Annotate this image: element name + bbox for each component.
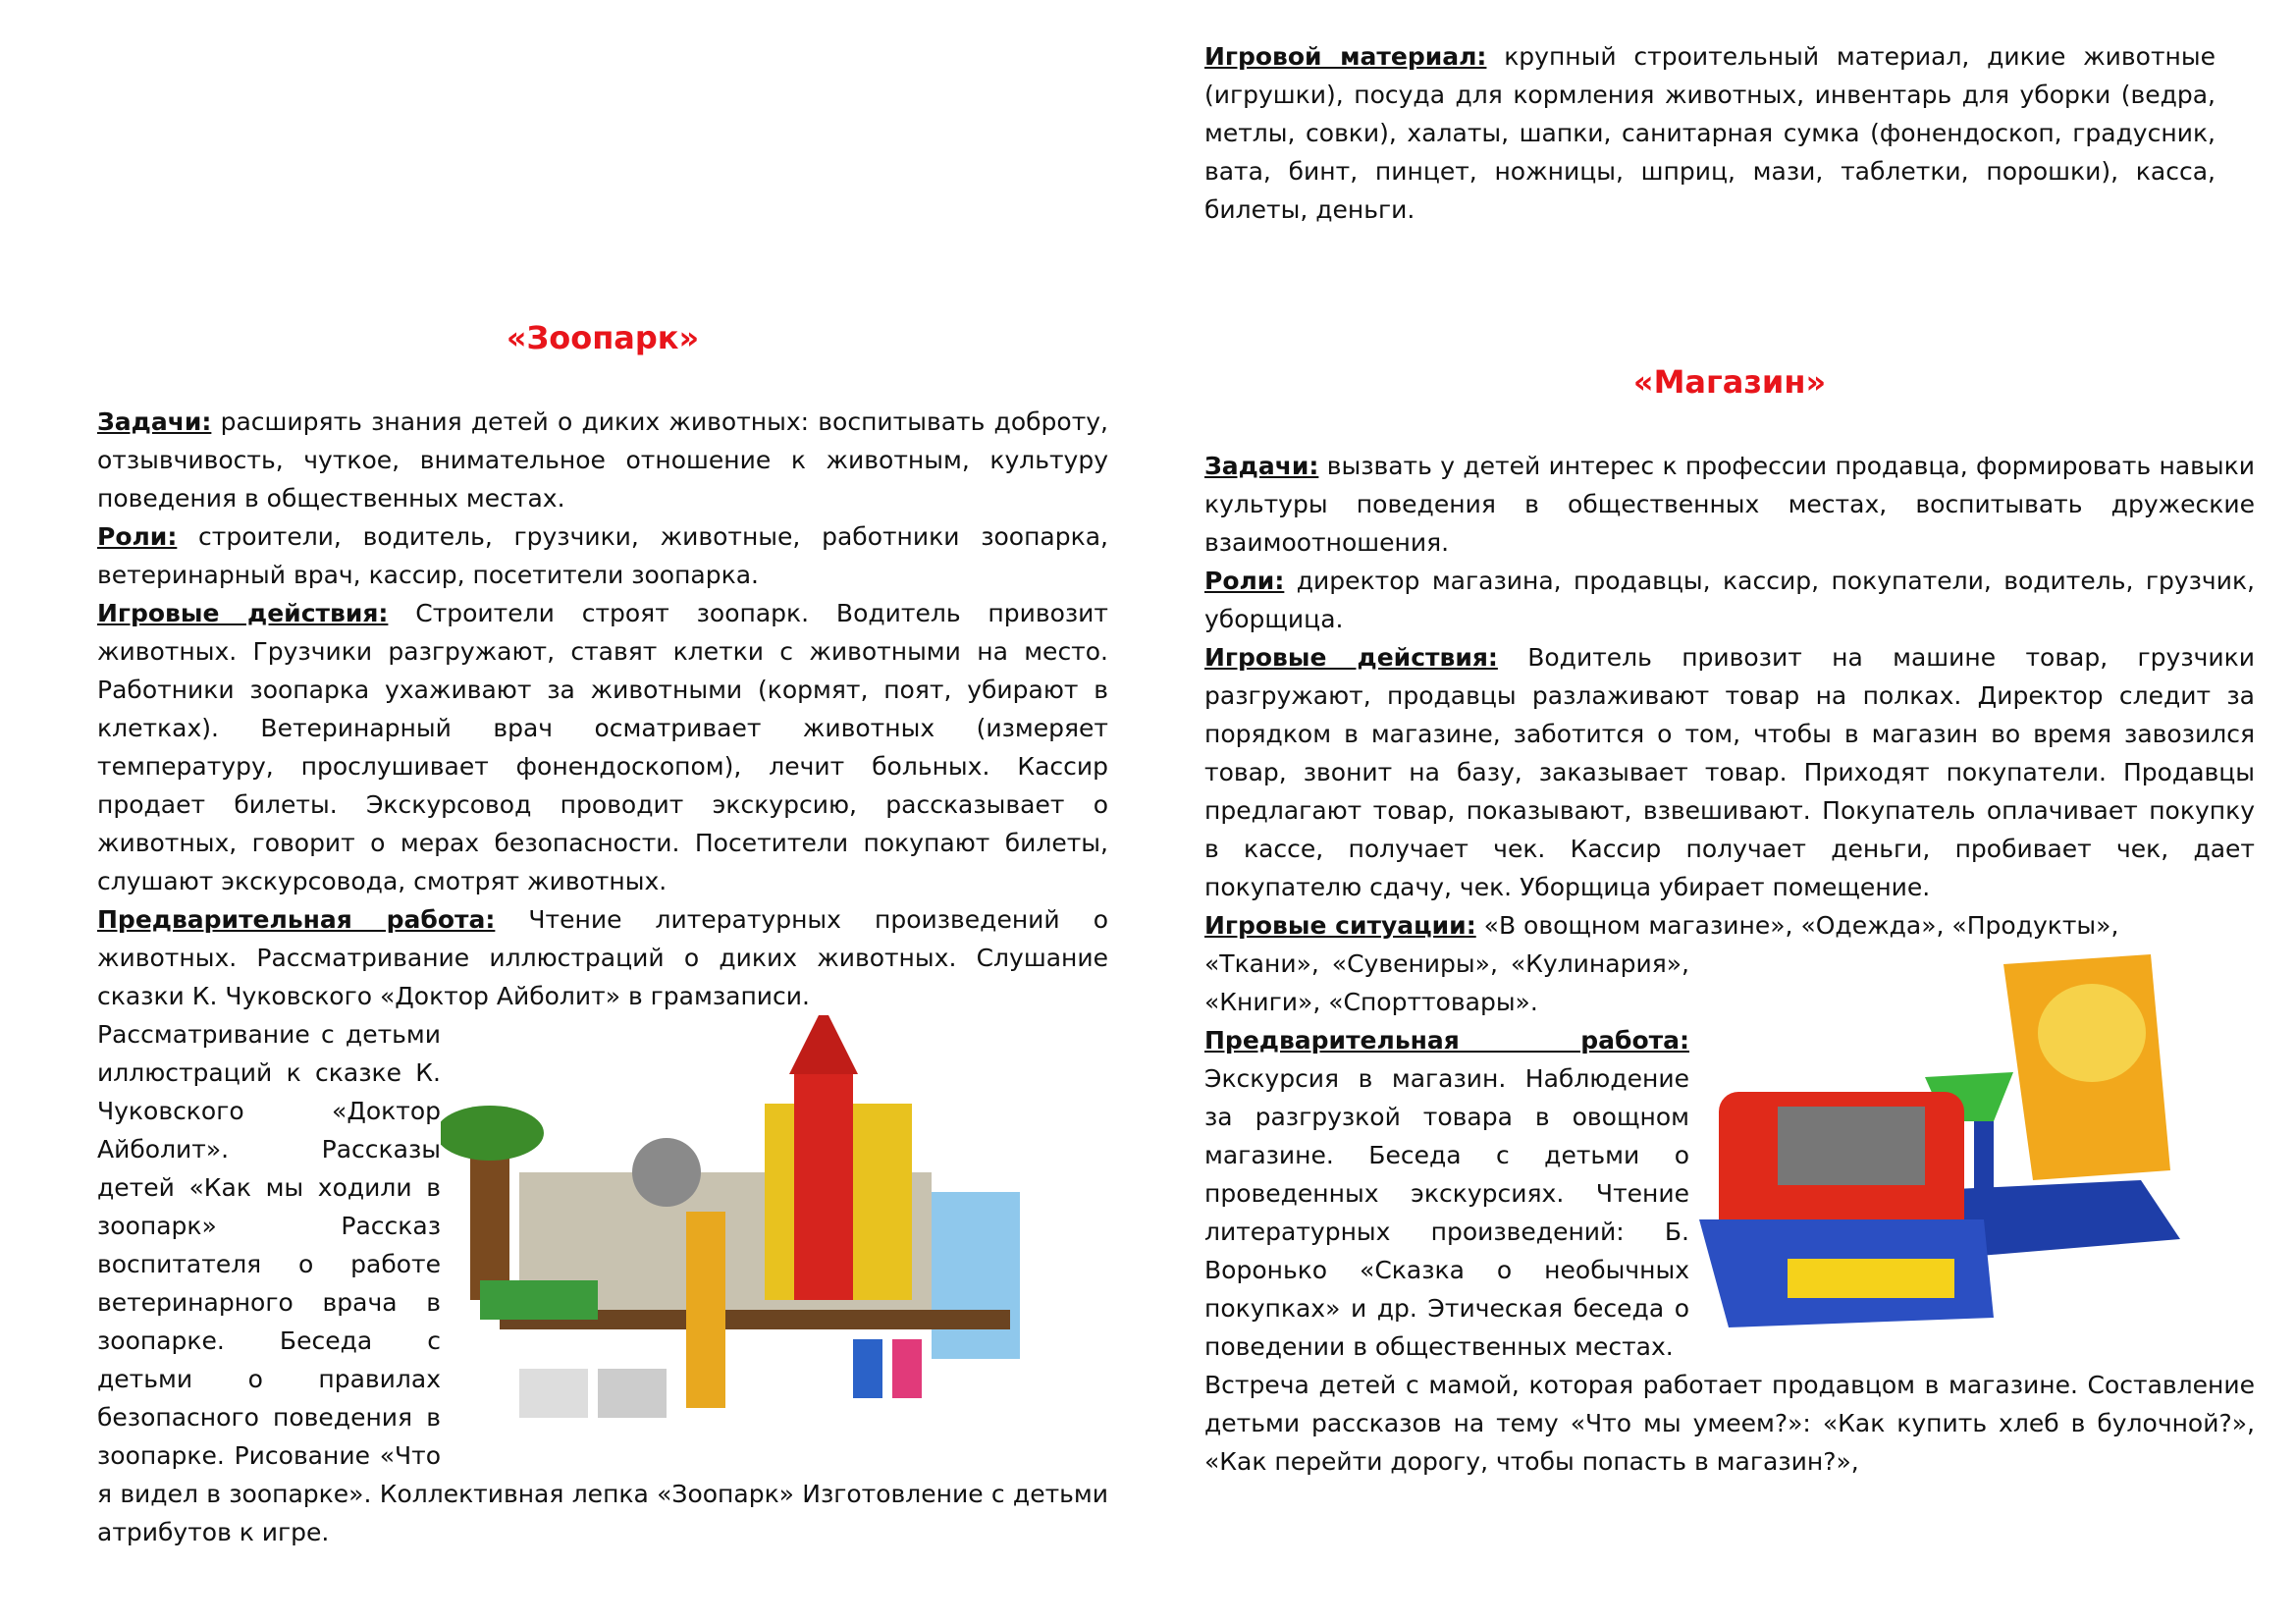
shop-tasks-text: вызвать у детей интерес к профессии продавца, формировать навыки культуры поведения в общественных местах, воспитывать дружеские взаимоотношения. [1204,452,2255,557]
zoo-section [97,403,1108,1551]
shop-prework-text: Экскурсия в магазин. Наблюдение за разгрузкой товара в овощном магазине. Беседа с детьми о проведенных экскурсиях. Чтение литературных произведений: Б. Воронько «Сказка о необычных покупках» и др. Этическая беседа о поведении в общественных местах. [1204,1064,1689,1361]
shop-actions-label: Игровые действия: [1204,643,1498,672]
zoo-toy-image [441,1015,1108,1475]
shop-title: «Магазин» [1632,363,1827,401]
play-material-label: Игровой материал: [1204,42,1487,71]
shop-situations-text: «В овощном магазине», «Одежда», «Продукты», [1475,911,2119,940]
play-material-text: крупный строительный материал, дикие животные (игрушки), посуда для кормления животных, инвентарь для уборки (ведра, метлы, совки), халаты, шапки, санитарная сумка (фонендоскоп, градусник, вата, бинт, пинцет, ножницы, шприц, мази, таблетки, порошки), касса, билеты, деньги. [1204,42,2216,224]
shop-tasks-label: Задачи: [1204,452,1319,480]
shop-situations-label: Игровые ситуации: [1204,911,1476,940]
zoo-actions-text: Строители строят зоопарк. Водитель привозит животных. Грузчики разгружают, ставят клетки с животными на место. Работники зоопарка ухаживают за животными (кормят, поят, убирают в клетках). Ветеринарный врач осматривает животных (измеряет температуру, прослушивает фонендоскопом), лечит больных. Кассир продает билеты. Экскурсовод проводит экскурсию, рассказывает о животных, говорит о мерах безопасности. Посетители покупают билеты, слушают экскурсовода, смотрят животных. [97,599,1108,895]
play-material-block [1204,37,2216,229]
zoo-tasks-text: расширять знания детей о диких животных: воспитывать доброту, отзывчивость, чуткое, внимательное отношение к животным, культуру поведения в общественных местах. [97,407,1108,513]
shop-extra-text: Встреча детей с мамой, которая работает продавцом в магазине. Составление детьми рассказов на тему «Что мы умеем?»: «Как купить хлеб в булочной?», «Как перейти дорогу, чтобы попасть в магазин?», [1204,1371,2255,1476]
zoo-prework-label: Предварительная работа: [97,905,496,934]
shop-roles-text: директор магазина, продавцы, кассир, покупатели, водитель, грузчик, уборщица. [1204,567,2255,633]
zoo-roles-label: Роли: [97,522,178,551]
zoo-prework-text: Чтение литературных произведений о животных. Рассматривание иллюстраций о диких животных. Слушание сказки К. Чуковского «Доктор Айболит» в грамзаписи. [97,905,1108,1010]
shop-situations-continued: «Ткани», «Сувениры», «Кулинария», «Книги», «Спорттовары». [1204,949,1689,1016]
cash-register-toy-image [1689,945,2255,1366]
zoo-actions-label: Игровые действия: [97,599,389,627]
zoo-tasks-label: Задачи: [97,407,212,436]
zoo-title: «Зоопарк» [506,319,700,356]
shop-actions-text: Водитель привозит на машине товар, грузчики разгружают, продавцы разлаживают товар на полках. Директор следит за порядком в магазине, заботится о том, чтобы в магазин во время завозился товар, звонит на базу, заказывает товар. Приходят покупатели. Продавцы предлагают товар, показывают, взвешивают. Покупатель оплачивает покупку в кассе, получает чек. Кассир получает деньги, пробивает чек, дает покупателю сдачу, чек. Уборщица убирает помещение. [1204,643,2255,901]
zoo-prework-continued: Рассматривание с детьми иллюстраций к сказке К. Чуковского «Доктор Айболит». Рассказы детей «Как мы ходили в зоопарк» Рассказ воспитателя о работе ветеринарного врача в зоопарке. Беседа с детьми о правилах безопасного поведения в зоопарке. Рисование «Что я видел в зоопарке». Коллективная лепка «Зоопарк» Изготовление с детьми атрибутов к игре. [97,1020,1108,1546]
shop-roles-label: Роли: [1204,567,1285,595]
zoo-roles-text: строители, водитель, грузчики, животные, работники зоопарка, ветеринарный врач, кассир, посетители зоопарка. [97,522,1108,589]
shop-section [1204,447,2255,1481]
shop-prework-label: Предварительная работа: [1204,1026,1689,1055]
